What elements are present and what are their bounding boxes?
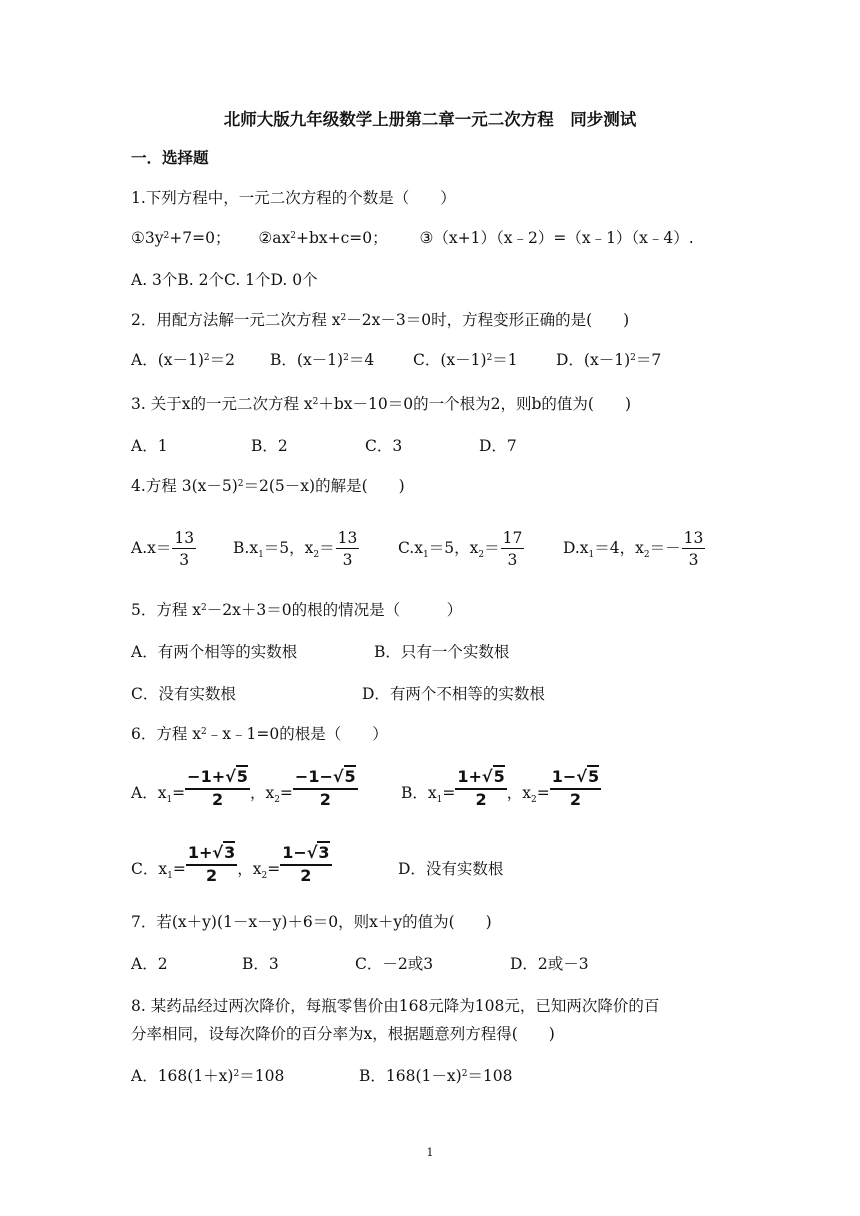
question-4-options: [131, 526, 706, 577]
eq-2: ②ax: [258, 229, 291, 247]
root-fraction: $\frac{1-√5}{2}$: [551, 767, 600, 809]
question-3-stem: 3. 关于x的一元二次方程 $x^2+bx-10=0$的一个根为2，则b的值为( ): [131, 395, 632, 413]
option-c: C．$x_1=$ $\frac{1+√3}{2}$ ，$x_2=$ $\frac{1-√3}{2}$: [131, 843, 330, 885]
root-fraction: $\frac{1+√5}{2}$: [457, 767, 505, 809]
question-8-stem-line2: 分率相同，设每次降价的百分率为x，根据题意列方程得( ): [131, 1025, 555, 1043]
root-fraction: $\frac{-1-√5}{2}$: [294, 767, 356, 809]
question-3-options: [131, 436, 517, 456]
sqrt-icon: √: [306, 843, 318, 862]
question-2-options: [131, 350, 661, 370]
sqrt-icon: √: [212, 843, 224, 862]
option-d: D．2或－3: [510, 955, 589, 973]
option-c: C．没有实数根: [131, 685, 236, 703]
option-d: D．$(x-1)^2=7$: [556, 351, 662, 369]
sqrt-icon: √: [481, 767, 493, 786]
question-8-stem-line1: 8. 某药品经过两次降价，每瓶零售价由168元降为108元，已知两次降价的百: [131, 997, 660, 1015]
question-7-stem: 7．若(x＋y)(1－x－y)＋6＝0，则x＋y的值为( ): [131, 913, 492, 931]
root-fraction: $\frac{-1+√5}{2}$: [187, 767, 248, 809]
option-a: A．$(x-1)^2=2$: [131, 351, 236, 369]
option-c: C．3: [365, 437, 403, 455]
option-a: A.x＝ $\frac{13}{3}$: [131, 528, 195, 569]
option-a: A．$168(1+x)^2=108$: [131, 1067, 285, 1085]
question-6-options-row1: [131, 766, 601, 810]
eq-3: ③（x+1）（x﹣2）=（x﹣1）（x﹣4）.: [419, 229, 694, 247]
sqrt-icon: √: [225, 767, 236, 786]
option-a: A．2: [131, 955, 168, 973]
option-b: B．3: [242, 955, 279, 973]
option-c: C．－2或3: [355, 955, 434, 973]
option-d: D．有两个不相等的实数根: [362, 685, 545, 703]
option-c: C．$(x-1)^2=1$: [413, 351, 518, 369]
page-number: 1: [426, 1146, 434, 1159]
option-b: B．2: [251, 437, 288, 455]
question-1-options: A. 3个B. 2个C. 1个D. 0个: [131, 271, 318, 289]
option-c: $C.x_1=5$，$x_2=$ $\frac{17}{3}$: [398, 528, 523, 569]
question-5-stem: 5．方程 $x^2-2x+3=0$的根的情况是（ ）: [131, 601, 463, 619]
question-7-options: [131, 954, 589, 974]
document-title: 北师大版九年级数学上册第二章一元二次方程 同步测试: [223, 110, 637, 129]
eq-1: ①3y: [131, 229, 164, 247]
option-b: B．$(x-1)^2=4$: [270, 351, 375, 369]
question-8-options: [131, 1066, 513, 1086]
option-b: B．$168(1-x)^2=108$: [359, 1067, 513, 1085]
section-heading: 一．选择题: [131, 148, 209, 167]
option-d: $D.x_1=4$，$x_2=-$ $\frac{13}{3}$: [563, 528, 704, 569]
question-2-stem: 2．用配方法解一元二次方程 $x^2-2x-3=0$时，方程变形正确的是( ): [131, 311, 630, 329]
root-fraction: $\frac{1+√3}{2}$: [187, 843, 236, 885]
option-b: $B.x_1=5$，$x_2=$ $\frac{13}{3}$: [233, 528, 358, 569]
option-d: D．7: [479, 437, 517, 455]
option-b: B．只有一个实数根: [374, 643, 510, 661]
question-5-options-row1: [131, 642, 509, 662]
question-4-stem: 4.方程 $3(x-5)^2=2(5-x)$的解是( ): [131, 477, 405, 495]
question-5-options-row2: [131, 684, 545, 704]
option-a: A．有两个相等的实数根: [131, 643, 298, 661]
sqrt-icon: √: [576, 767, 587, 786]
question-1-stem: 1.下列方程中，一元二次方程的个数是（ ）: [131, 189, 456, 207]
question-1-equations: $①3y^2+7=0$； $②ax^2+bx+c=0$； ③（x+1）（x﹣2）=（x﹣1）（x﹣4）.: [131, 229, 694, 247]
root-fraction: $\frac{1-√3}{2}$: [282, 843, 330, 885]
option-d: D．没有实数根: [398, 859, 504, 878]
option-a: A．1: [131, 437, 168, 455]
question-6-stem: 6．方程 $x^2﹣x﹣1=0$的根是（ ）: [131, 725, 388, 743]
sqrt-icon: √: [332, 767, 344, 786]
option-a: A．$x_1=$ $\frac{-1+√5}{2}$ ，$x_2=$ $\frac{-1-√5}{2}$: [131, 767, 356, 809]
option-b: B．$x_1=$ $\frac{1+√5}{2}$ ，$x_2=$ $\frac{1-√5}{2}$: [401, 767, 600, 809]
question-6-options-row2: [131, 842, 503, 886]
